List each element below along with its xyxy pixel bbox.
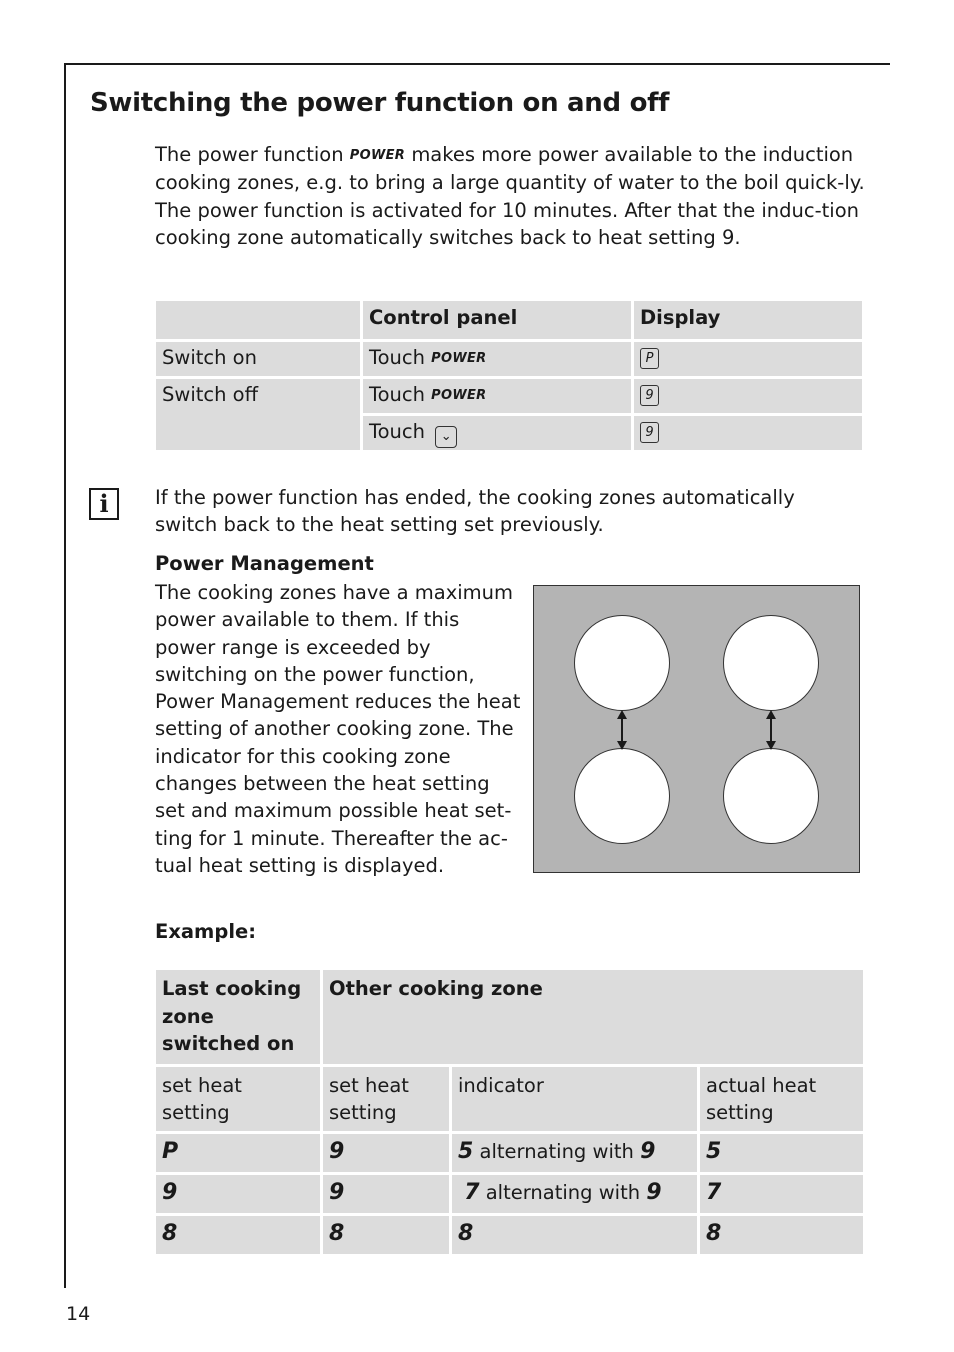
cell-last: [156, 1134, 320, 1172]
segment-digit: 9: [646, 1180, 662, 1205]
alternating-text: alternating with: [485, 1181, 641, 1204]
table-row: [156, 342, 862, 376]
table-header-row: [156, 301, 862, 339]
table-row: [156, 379, 862, 413]
alternating-text: alternating with: [479, 1140, 634, 1163]
segment-digit: 7: [464, 1180, 480, 1205]
power-key-icon: POWER: [431, 351, 487, 366]
frame-top-rule: [64, 63, 890, 65]
header-last-zone: Last cooking zone switched on: [156, 970, 320, 1064]
power-management-text: The cooking zones have a maximum power available to them. If this power range is exceeded by switching on the power function, Power Management reduces the heat setting of another cooking zone. The indicator for this cooking zone changes between the heat setting set and maximum possible heat set-ting for 1 minute. Thereafter the ac-tual heat setting is displayed.: [155, 581, 521, 877]
cell-indicator: [452, 1175, 697, 1213]
segment-digit: 8: [329, 1221, 345, 1246]
table-header-control-panel: Control panel: [363, 301, 631, 339]
power-logo-icon: POWER: [349, 148, 406, 163]
table-row: [156, 1216, 863, 1254]
display-symbol-icon: P: [640, 348, 659, 369]
display-symbol-icon: 9: [640, 422, 659, 443]
double-arrow-icon: [615, 710, 629, 750]
subheader-indicator: indicator: [452, 1067, 697, 1131]
info-note: If the power function has ended, the cooking zones automatically switch back to the heat setting set previously.: [155, 486, 795, 537]
segment-digit: 8: [458, 1221, 474, 1246]
page-title: Switching the power function on and off: [90, 88, 670, 118]
cell-set: [323, 1175, 449, 1213]
cooking-zone-front-right: [723, 615, 819, 711]
segment-digit: 9: [640, 1139, 656, 1164]
touch-text: Touch: [369, 420, 425, 443]
intro-text-2: makes more power available to the induction cooking zones, e.g. to bring a large quantity of water to the boil quick-ly.: [155, 143, 865, 195]
cell-indicator: [452, 1216, 697, 1254]
chevron-down-icon: ⌄: [435, 426, 457, 448]
cell-actual: [700, 1134, 863, 1172]
cooking-zone-rear-right: [723, 748, 819, 844]
header-other-zone: Other cooking zone: [323, 970, 863, 1064]
hob-diagram: [533, 585, 860, 873]
cell-set: [323, 1216, 449, 1254]
intro-paragraph: [155, 141, 867, 251]
power-control-table: [153, 298, 865, 453]
segment-digit: P: [162, 1139, 179, 1164]
row-label-switch-on: Switch on: [156, 342, 360, 376]
power-management-heading: Power Management: [155, 552, 374, 575]
intro-text-1: The power function: [155, 143, 344, 166]
segment-digit: 5: [458, 1139, 474, 1164]
example-label: Example:: [155, 920, 257, 943]
segment-digit: 8: [706, 1221, 722, 1246]
table-subheader-row: [156, 1067, 863, 1131]
subheader-actual: actual heat setting: [700, 1067, 863, 1131]
segment-digit: 9: [162, 1180, 178, 1205]
page-number: 14: [66, 1303, 91, 1325]
table-header-empty: [156, 301, 360, 339]
cell-last: [156, 1175, 320, 1213]
control-cell: [363, 416, 631, 450]
cooking-zone-rear-left: [574, 748, 670, 844]
double-arrow-icon: [764, 710, 778, 750]
control-cell: [363, 342, 631, 376]
info-icon: i: [89, 488, 119, 520]
table-header-row: [156, 970, 863, 1064]
intro-text-3: The power function is activated for 10 minutes. After that the induc-tion cooking zone automatically switches back to heat setting 9.: [155, 198, 860, 249]
row-label-switch-off: Switch off: [156, 379, 360, 450]
display-cell: [634, 342, 862, 376]
table-row: [156, 1175, 863, 1213]
cell-indicator: [452, 1134, 697, 1172]
segment-digit: 8: [162, 1221, 178, 1246]
cell-set: [323, 1134, 449, 1172]
frame-left-rule: [64, 63, 66, 1288]
segment-digit: 7: [706, 1180, 722, 1205]
touch-text: Touch: [369, 383, 425, 406]
cooking-zone-front-left: [574, 615, 670, 711]
table-row: [156, 1134, 863, 1172]
segment-digit: 9: [329, 1180, 345, 1205]
cell-last: [156, 1216, 320, 1254]
display-cell: [634, 416, 862, 450]
cell-actual: [700, 1216, 863, 1254]
power-key-icon: POWER: [431, 388, 487, 403]
segment-digit: 9: [329, 1139, 345, 1164]
control-cell: [363, 379, 631, 413]
table-header-display: Display: [634, 301, 862, 339]
display-symbol-icon: 9: [640, 385, 659, 406]
subheader-set-heat-other: set heat setting: [323, 1067, 449, 1131]
display-cell: [634, 379, 862, 413]
cell-actual: [700, 1175, 863, 1213]
touch-text: Touch: [369, 346, 425, 369]
segment-digit: 5: [706, 1139, 722, 1164]
example-table: [153, 967, 866, 1257]
subheader-set-heat: set heat setting: [156, 1067, 320, 1131]
